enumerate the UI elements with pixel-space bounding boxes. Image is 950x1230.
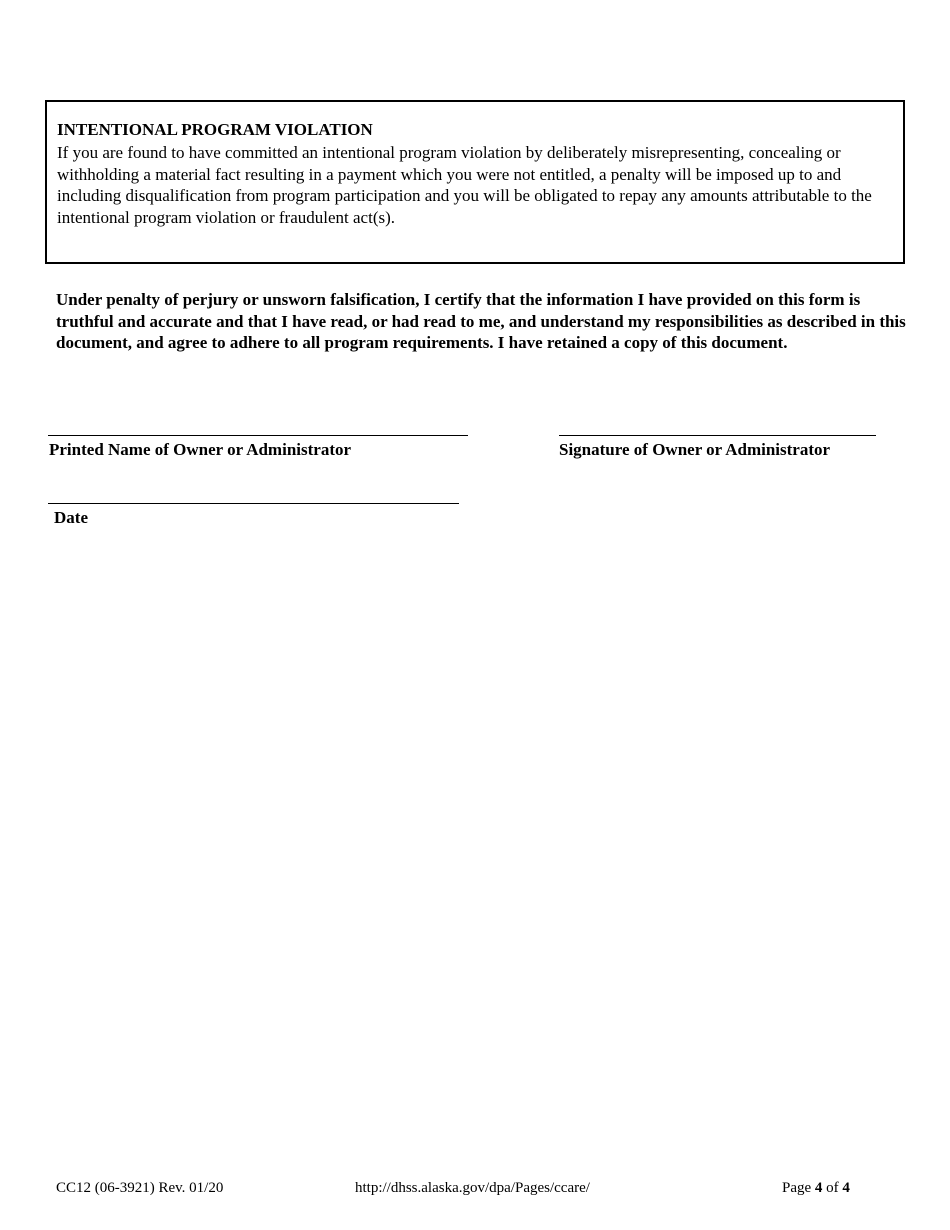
page-total: 4 [842, 1180, 850, 1196]
form-id: CC12 (06-3921) Rev. 01/20 [56, 1180, 224, 1196]
violation-text: If you are found to have committed an intentional program violation by deliberately misrepresenting, concealing or withholding a material fact resulting in a payment which you were not entitled, a penalty will be imposed up to and including disqualification from program participation and you will be obligated to repay any amounts attributable to the intentional program violation or fraudulent act(s). [57, 143, 872, 227]
violation-title: INTENTIONAL PROGRAM VIOLATION [57, 120, 373, 139]
printed-name-line[interactable] [48, 435, 468, 436]
certification-statement: Under penalty of perjury or unsworn falsification, I certify that the information I have provided on this form is truthful and accurate and that I have read, or had read to me, and understand my responsibilities as described in this document, and agree to adhere to all program requirements. I have retained a copy of this document. [56, 290, 906, 352]
footer-url[interactable]: http://dhss.alaska.gov/dpa/Pages/ccare/ [355, 1180, 590, 1196]
signature-line[interactable] [559, 435, 876, 436]
page-of: of [826, 1180, 839, 1196]
date-line[interactable] [48, 503, 459, 504]
page-current: 4 [814, 1180, 823, 1196]
page-number [782, 1180, 850, 1197]
signature-label: Signature of Owner or Administrator [559, 440, 831, 459]
intentional-program-violation-box [45, 100, 905, 264]
printed-name-label: Printed Name of Owner or Administrator [49, 440, 352, 459]
page-prefix: Page [782, 1180, 812, 1196]
date-label: Date [54, 508, 88, 527]
